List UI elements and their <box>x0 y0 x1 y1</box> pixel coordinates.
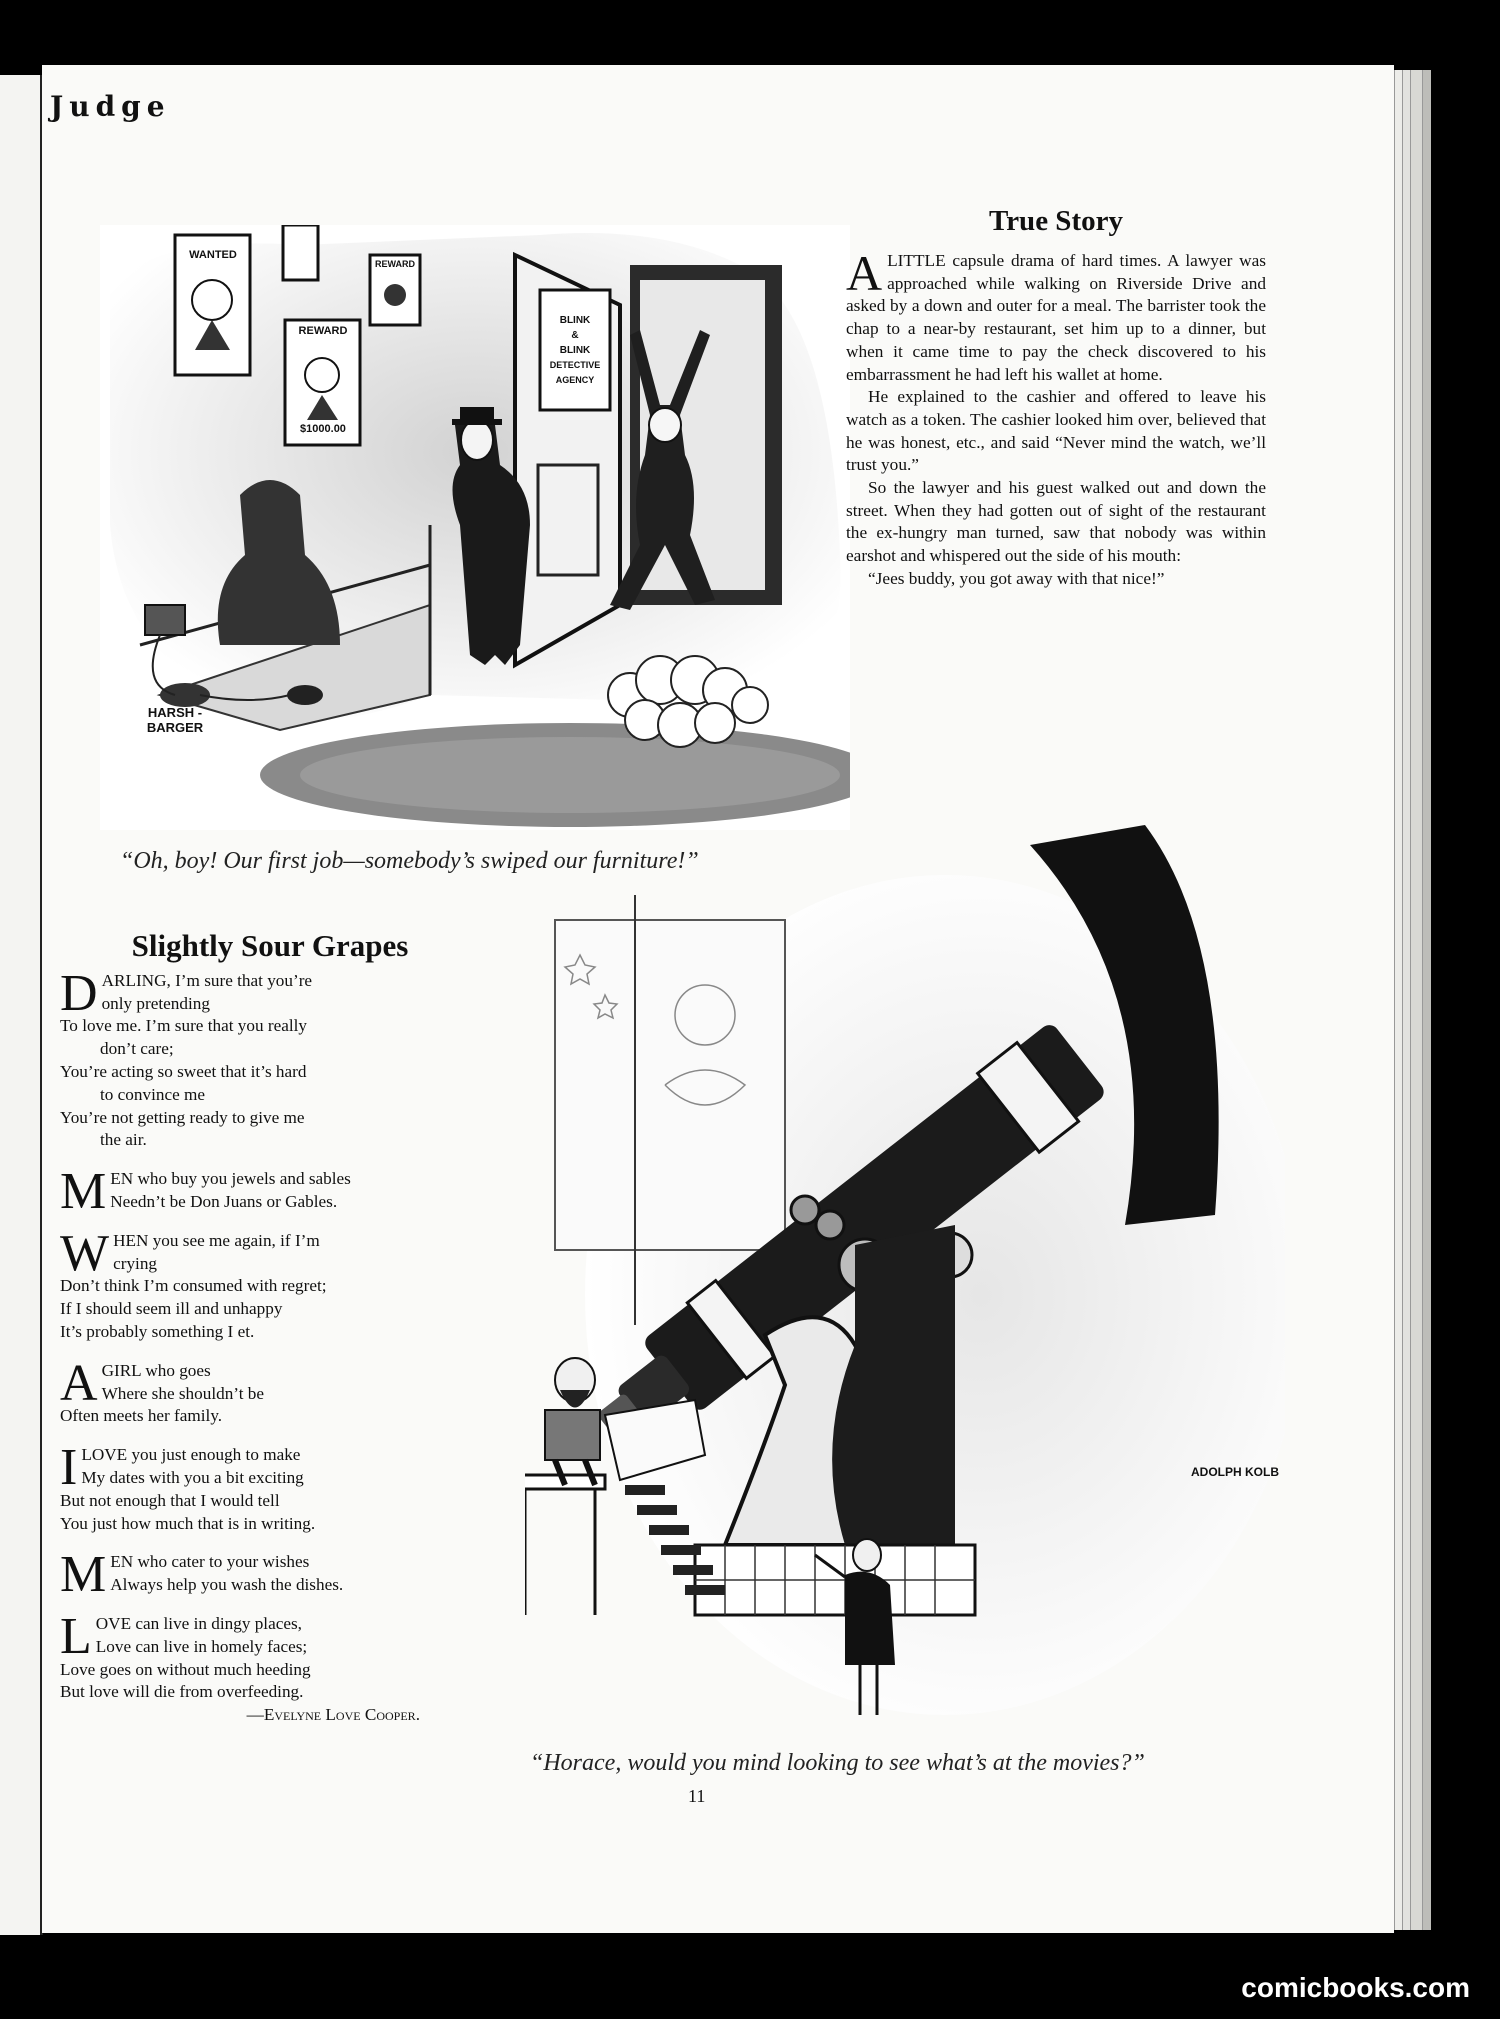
drop-cap: M <box>60 1163 107 1221</box>
reward-poster-label: REWARD <box>298 325 348 337</box>
poem-line: Always help you wash the dishes. <box>110 1575 344 1595</box>
door-sign: BLINK & BLINK DETECTIVE AGENCY <box>549 315 601 385</box>
article-paragraph: “Jees buddy, you got away with that nice!” <box>868 568 1165 588</box>
poem-line: OVE can live in dingy places, <box>95 1613 302 1633</box>
poem-line: ARLING, I’m sure that you’re <box>101 970 313 990</box>
poem-line: You’re acting so sweet that it’s hard <box>60 1061 307 1081</box>
poem-line: Don’t think I’m consumed with regret; <box>60 1276 327 1296</box>
poem-line: But not enough that I would tell <box>60 1490 280 1510</box>
poem-line: But love will die from overfeeding. <box>60 1682 304 1702</box>
page-number: 11 <box>688 1786 706 1806</box>
drop-cap: W <box>60 1224 110 1282</box>
poem-line: HEN you see me again, if I’m <box>113 1230 320 1250</box>
poem-line: LOVE you just enough to make <box>81 1445 301 1465</box>
poem-stanza <box>60 1354 480 1428</box>
poem-stanza <box>60 1163 480 1221</box>
poem-line: You just how much that is in writing. <box>60 1513 316 1533</box>
drop-cap: L <box>60 1607 92 1665</box>
page-stack-edge <box>1422 70 1431 1930</box>
poem-line: Love can live in homely faces; <box>95 1636 308 1656</box>
drop-cap: I <box>60 1439 78 1497</box>
poem-title: Slightly Sour Grapes <box>131 928 409 963</box>
magazine-title: Judge <box>50 90 171 123</box>
poem-line: crying <box>113 1253 158 1273</box>
true-story-article <box>846 205 1266 591</box>
telescope-cartoon-art <box>525 825 1285 1750</box>
telescope-cartoon <box>525 825 1285 1750</box>
poem-line: don’t care; <box>100 1039 174 1059</box>
drop-cap: D <box>60 964 98 1022</box>
article-paragraph: He explained to the cashier and offered to leave his watch as a token. The cashier looked him over, believed that he was honest, etc., and said “Never mind the watch, we’ll trust you.” <box>846 387 1266 475</box>
true-story-title: True Story <box>989 205 1123 237</box>
poem-stanza <box>60 1224 480 1344</box>
poem-line: If I should seem ill and unhappy <box>60 1299 283 1319</box>
poem-line: My dates with you a bit exciting <box>81 1467 304 1487</box>
poem-line: EN who cater to your wishes <box>110 1552 310 1572</box>
poem-line: Often meets her family. <box>60 1406 223 1426</box>
reward-poster-label: REWARD <box>375 259 415 269</box>
poem-line: Love goes on without much heeding <box>60 1659 311 1679</box>
watermark: comicbooks.com <box>1241 1972 1470 2003</box>
artist-signature: ADOLPH KOLB <box>1191 1465 1279 1479</box>
poem-line: Needn’t be Don Juans or Gables. <box>110 1191 338 1211</box>
poem-line: GIRL who goes <box>101 1360 211 1380</box>
poem-line: It’s probably something I et. <box>60 1321 255 1341</box>
detective-cartoon-art <box>100 225 850 830</box>
detective-cartoon <box>100 225 850 830</box>
article-paragraph: LITTLE capsule drama of hard times. A lawyer was approached while walking on Riverside Drive and asked by a down and outer for a meal. The barrister took the chap to a near-by restaurant, set him up to a dinner, but when it came time to pay the check discovered to his embarrassment he had left his wallet at home. <box>846 251 1266 384</box>
drop-cap: A <box>846 245 883 301</box>
poem-stanza <box>60 1546 480 1604</box>
poem-line: EN who buy you jewels and sables <box>110 1169 351 1189</box>
telescope-cartoon-caption: “Horace, would you mind looking to see what’s at the movies?” <box>530 1750 1145 1776</box>
poem <box>60 928 480 1727</box>
drop-cap: A <box>60 1354 98 1412</box>
wanted-poster-label: WANTED <box>189 249 237 261</box>
poem-stanza <box>60 1607 480 1704</box>
poem-line: the air. <box>100 1130 147 1150</box>
poem-stanza <box>60 964 480 1152</box>
article-paragraph: So the lawyer and his guest walked out and down the street. When they had gotten out of sight of the restaurant the ex-hungry man turned, saw that nobody was within earshot and whispered out the side of his mouth: <box>846 478 1266 566</box>
poem-line: only pretending <box>101 993 210 1013</box>
drop-cap: M <box>60 1546 107 1604</box>
poem-stanza <box>60 1439 480 1535</box>
reward-amount: $1000.00 <box>300 423 346 435</box>
detective-cartoon-caption: “Oh, boy! Our first job—somebody’s swiped our furniture!” <box>120 848 699 874</box>
poem-line: Where she shouldn’t be <box>101 1383 265 1403</box>
poem-line: To love me. I’m sure that you really <box>60 1016 307 1036</box>
poem-line: to convince me <box>100 1084 205 1104</box>
artist-signature: HARSH - BARGER <box>146 705 204 735</box>
poem-line: You’re not getting ready to give me <box>60 1107 305 1127</box>
poem-author: —Evelyne Love Cooper. <box>246 1705 420 1725</box>
facing-page-edge <box>0 75 43 1935</box>
